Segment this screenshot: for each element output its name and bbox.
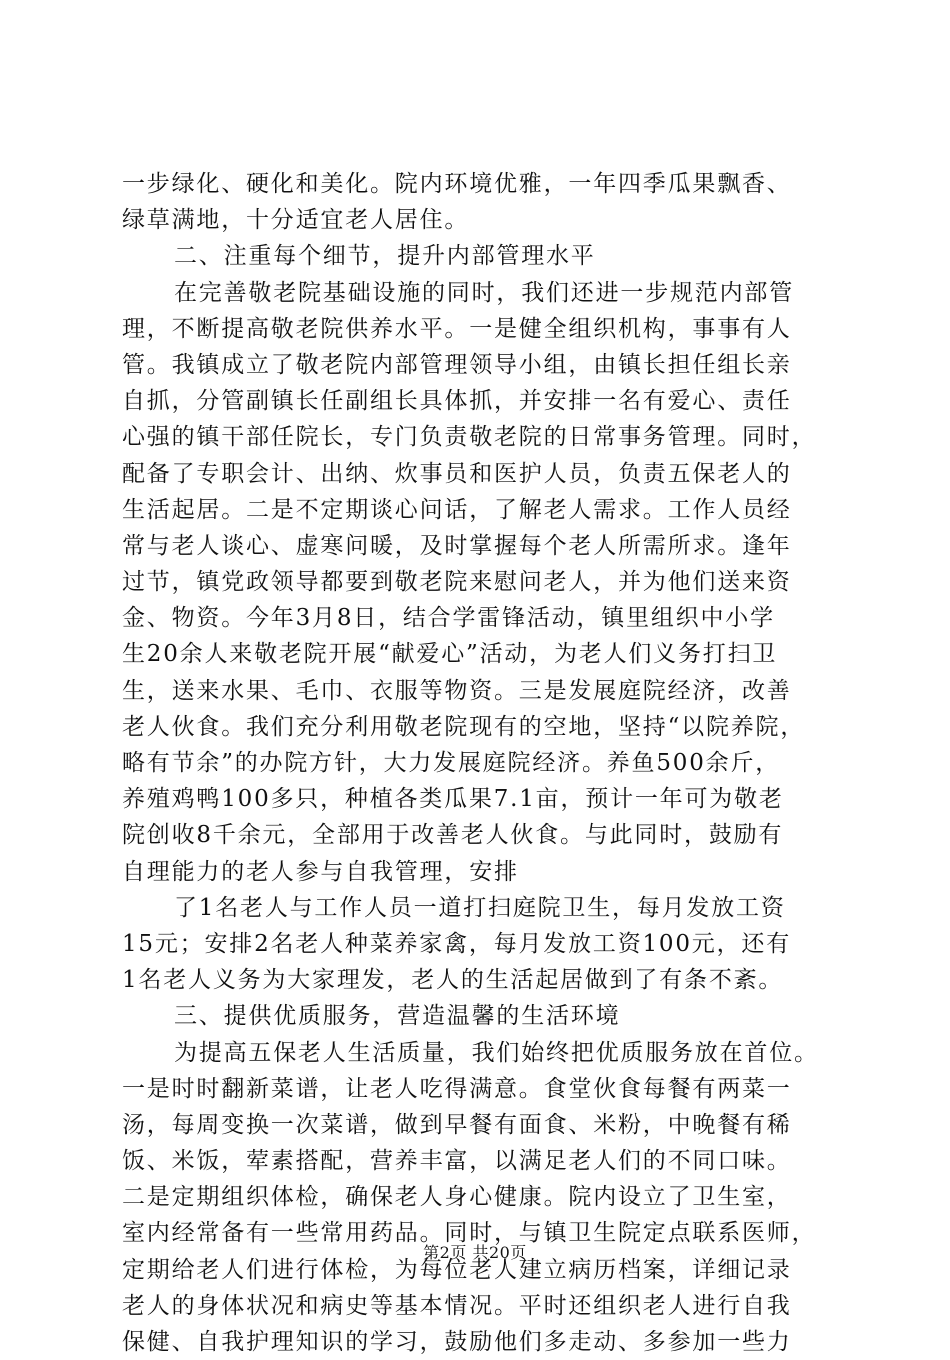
text-line: 金、物资。今年3月8日，结合学雷锋活动，镇里组织中小学: [122, 605, 775, 632]
text-line: 老人伙食。我们充分利用敬老院现有的空地，坚持“以院养院，: [122, 713, 806, 740]
document-body: [122, 166, 828, 1360]
text-line: 保健、自我护理知识的学习，鼓励他们多走动、多参加一些力: [122, 1329, 792, 1355]
text-line: 饭、米饭，荤素搭配，营养丰富，以满足老人们的不同口味。: [122, 1148, 792, 1175]
text-line: 为提高五保老人生活质量，我们始终把优质服务放在首位。: [174, 1039, 819, 1066]
text-line: 生，送来水果、毛巾、衣服等物资。三是发展庭院经济，改善: [122, 677, 792, 704]
text-line: 生20余人来敬老院开展“献爱心”活动，为老人们义务打扫卫: [122, 641, 778, 668]
text-line: 1名老人义务为大家理发，老人的生活起居做到了有条不紊。: [122, 967, 784, 994]
text-line: 生活起居。二是不定期谈心问话，了解老人需求。工作人员经: [122, 496, 792, 523]
text-line: 二是定期组织体检，确保老人身心健康。院内设立了卫生室，: [122, 1184, 792, 1211]
text-line: 定期给老人们进行体检，为每位老人建立病历档案，详细记录: [122, 1256, 792, 1283]
text-line: 一是时时翻新菜谱，让老人吃得满意。食堂伙食每餐有两菜一: [122, 1075, 792, 1102]
text-line: 自抓，分管副镇长任副组长具体抓，并安排一名有爱心、责任: [122, 388, 792, 415]
text-line: 理，不断提高敬老院供养水平。一是健全组织机构，事事有人: [122, 315, 792, 342]
text-line: 三、提供优质服务，营造温馨的生活环境: [174, 1003, 621, 1030]
text-line: 15元；安排2名老人种菜养家禽，每月发放工资100元，还有: [122, 930, 791, 957]
text-line: 心强的镇干部任院长，专门负责敬老院的日常事务管理。同时，: [122, 424, 817, 451]
text-line: 略有节余”的办院方针，大力发展庭院经济。养鱼500余斤，: [122, 750, 781, 776]
text-line: 二、注重每个细节，提升内部管理水平: [174, 243, 596, 270]
text-line: 在完善敬老院基础设施的同时，我们还进一步规范内部管: [174, 279, 794, 306]
text-line: 过节，镇党政领导都要到敬老院来慰问老人，并为他们送来资: [122, 569, 792, 596]
text-line: 常与老人谈心、虚寒问暖，及时掌握每个老人所需所求。逢年: [122, 532, 792, 559]
text-line: 室内经常备有一些常用药品。同时，与镇卫生院定点联系医师，: [122, 1220, 817, 1247]
text-line: 院创收8千余元，全部用于改善老人伙食。与此同时，鼓励有: [122, 822, 784, 849]
text-line: 了1名老人与工作人员一道打扫庭院卫生，每月发放工资: [174, 894, 786, 921]
page-footer: 第2页 共20页: [423, 1243, 527, 1262]
text-line: 绿草满地，十分适宜老人居住。: [122, 207, 470, 234]
text-line: 养殖鸡鸭100多只，种植各类瓜果7.1亩，预计一年可为敬老: [122, 786, 784, 813]
text-line: 管。我镇成立了敬老院内部管理领导小组，由镇长担任组长亲: [122, 351, 792, 378]
text-line: 自理能力的老人参与自我管理，安排: [122, 858, 519, 885]
text-line: 一步绿化、硬化和美化。院内环境优雅，一年四季瓜果飘香、: [122, 171, 792, 197]
text-line: 配备了专职会计、出纳、炊事员和医护人员，负责五保老人的: [122, 460, 792, 487]
text-line: 老人的身体状况和病史等基本情况。平时还组织老人进行自我: [122, 1292, 792, 1319]
text-line: 汤，每周变换一次菜谱，做到早餐有面食、米粉，中晚餐有稀: [122, 1111, 792, 1138]
